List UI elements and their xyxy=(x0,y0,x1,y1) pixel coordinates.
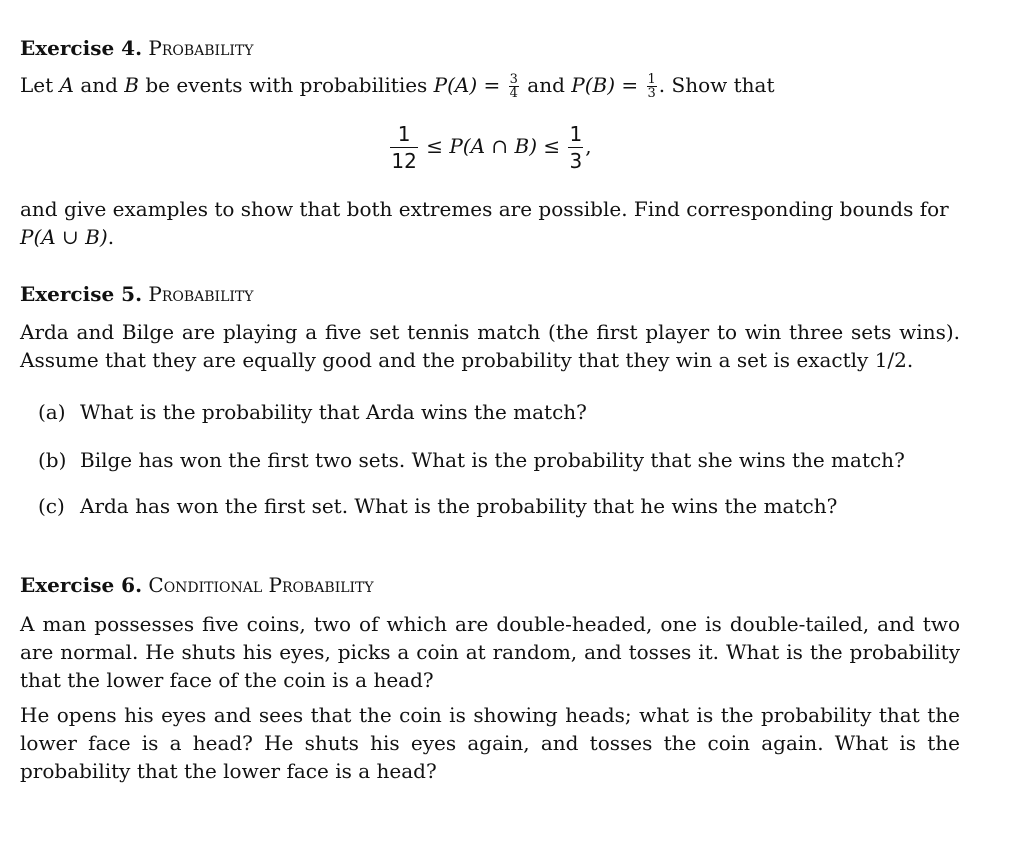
fraction-denominator: 3 xyxy=(647,86,656,101)
fraction-denominator: 4 xyxy=(509,86,518,101)
fraction-numerator: 3 xyxy=(509,72,518,87)
statement-text: and xyxy=(520,73,572,97)
fraction-denominator: 3 xyxy=(569,149,583,173)
probability-a: P(A) = xyxy=(433,73,507,97)
exercise-6-heading xyxy=(20,573,374,597)
probability-b: P(B) = xyxy=(571,73,645,97)
exercise-5-intro: Arda and Bilge are playing a five set tennis match (the first player to win three sets wins). Assume that they are equally good and the probability that they win a set is exactly 1/2. xyxy=(20,320,960,372)
exercise-4-closing-line-1: and give examples to show that both extremes are possible. Find corresponding bounds for xyxy=(20,197,949,221)
exercise-6-topic: Conditional Probability xyxy=(148,573,374,597)
exercise-6-paragraph-2: He opens his eyes and sees that the coin is showing heads; what is the probability that the lower face is a head? He shuts his eyes again, and tosses the coin again. What is the probability that the lower face is a head? xyxy=(20,703,960,783)
exercise-5-topic: Probability xyxy=(148,282,254,306)
event-b: B xyxy=(124,73,139,97)
exercise-6-paragraph-1: A man possesses five coins, two of which are double-headed, one is double-tailed, and two are normal. He shuts his eyes, picks a coin at random, and tosses it. What is the probability that the lower face of the coin is a head? xyxy=(20,612,960,692)
statement-text: be events with probabilities xyxy=(139,73,434,97)
statement-text: and xyxy=(73,73,125,97)
trailing-comma: , xyxy=(585,134,592,158)
statement-text: Let xyxy=(20,73,60,97)
item-label: (c) xyxy=(38,494,65,518)
period: . xyxy=(107,225,115,249)
exercise-4-heading xyxy=(20,36,254,60)
lower-bound-fraction xyxy=(390,124,417,171)
question-item xyxy=(38,398,587,426)
statement-text: . Show that xyxy=(658,73,775,97)
question-item xyxy=(38,492,837,520)
exercise-5-number: Exercise 5. xyxy=(20,282,143,306)
event-a: A xyxy=(59,73,74,97)
exercise-5-heading xyxy=(20,282,254,306)
exercise-4-number: Exercise 4. xyxy=(20,36,143,60)
item-text: Arda has won the first set. What is the probability that he wins the match? xyxy=(80,494,838,518)
item-text: Bilge has won the first two sets. What is the probability that she wins the match? xyxy=(80,448,905,472)
exercise-4-statement xyxy=(20,71,774,100)
intersection-expression: ≤ P(A ∩ B) ≤ xyxy=(419,134,567,158)
exercise-6-number: Exercise 6. xyxy=(20,573,143,597)
fraction-numerator: 1 xyxy=(569,122,583,146)
fraction-three-quarters xyxy=(509,73,519,100)
item-text: What is the probability that Arda wins the match? xyxy=(80,400,587,424)
item-label: (b) xyxy=(38,448,67,472)
upper-bound-fraction xyxy=(568,124,583,171)
union-expression: P(A ∪ B) xyxy=(20,225,108,249)
exercise-4-closing-line-2 xyxy=(20,223,114,251)
item-label: (a) xyxy=(38,400,66,424)
fraction-numerator: 1 xyxy=(397,122,411,146)
question-item xyxy=(38,446,905,474)
fraction-one-third xyxy=(647,73,657,100)
fraction-numerator: 1 xyxy=(647,72,656,87)
fraction-denominator: 12 xyxy=(391,149,417,173)
inequality-display xyxy=(20,118,960,188)
exercise-4-topic: Probability xyxy=(148,36,254,60)
